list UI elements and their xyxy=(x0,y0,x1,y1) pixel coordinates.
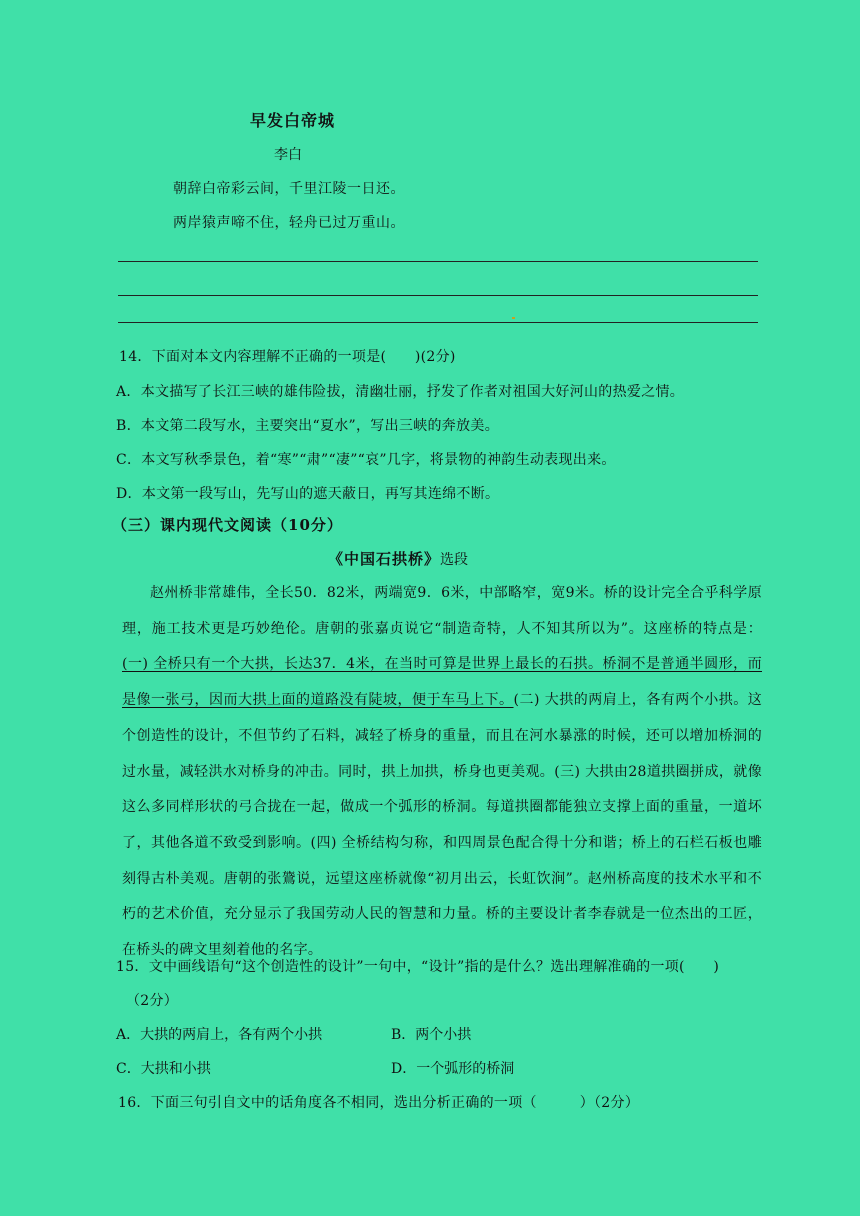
q15-option-c: C．大拱和小拱 xyxy=(116,1061,211,1077)
q15-points: （2分） xyxy=(126,993,179,1009)
section-heading: （三）课内现代文阅读（10分） xyxy=(112,516,343,534)
q15-option-d: D．一个弧形的桥洞 xyxy=(391,1061,515,1077)
q14-option-b: B．本文第二段写水，主要突出“夏水”，写出三峡的奔放美。 xyxy=(116,418,500,434)
answer-line-3 xyxy=(118,322,758,323)
q15-option-b: B．两个小拱 xyxy=(391,1027,472,1043)
passage-title xyxy=(328,548,468,569)
answer-line-1 xyxy=(118,261,758,262)
q14-option-d: D．本文第一段写山，先写山的遮天蔽日，再写其连绵不断。 xyxy=(116,486,500,502)
passage-underlined: (一) 全桥只有一个大拱，长达37．4米，在当时可算是世界上最长的石拱。桥洞不是普通半圆形，而是像一张弓，因而大拱上面的道路没有陡坡，便于车马上下。 xyxy=(122,656,762,709)
q15-stem: 15．文中画线语句“这个创造性的设计”一句中，“设计”指的是什么？选出理解准确的一项( ) xyxy=(116,959,720,975)
poem-title: 早发白帝城 xyxy=(250,111,336,130)
poem-line-1: 朝辞白帝彩云间，千里江陵一日还。 xyxy=(173,181,405,197)
passage-part-2: (二) 大拱的两肩上，各有两个小拱。这个创造性的设计，不但节约了石料，减轻了桥身的重量，而且在河水暴涨的时候，还可以增加桥洞的过水量，减轻洪水对桥身的冲击。同时，拱上加拱，桥身也更美观。(三) 大拱由28道拱圈拼成，就像这么多同样形状的弓合拢在一起，做成一个弧形的桥洞。每道拱圈都能独立支撑上面的重量，一道坏了，其他各道不致受到影响。(四) 全桥结构匀称，和四周景色配合得十分和谐；桥上的石栏石板也雕刻得古朴美观。唐朝的张鷟说，远望这座桥就像“初月出云，长虹饮涧”。赵州桥高度的技术水平和不朽的艺术价值，充分显示了我国劳动人民的智慧和力量。桥的主要设计者李春就是一位杰出的工匠，在桥头的碑文里刻着他的名字。 xyxy=(122,692,762,959)
stray-mark xyxy=(512,317,515,319)
passage-title-suffix: 选段 xyxy=(440,552,469,568)
poem-author: 李白 xyxy=(274,147,302,163)
q14-stem: 14．下面对本文内容理解不正确的一项是( )(2分) xyxy=(119,349,456,365)
q14-option-a: A．本文描写了长江三峡的雄伟险拔，清幽壮丽，抒发了作者对祖国大好河山的热爱之情。 xyxy=(116,384,685,400)
passage-title-text: 《中国石拱桥》 xyxy=(328,550,441,568)
passage-part-1: 赵州桥非常雄伟，全长50．82米，两端宽9．6米，中部略窄，宽9米。桥的设计完全合乎科学原理，施工技术更是巧妙绝伦。唐朝的张嘉贞说它“制造奇特，人不知其所以为”。这座桥的特点是： xyxy=(122,585,762,637)
answer-line-2 xyxy=(118,295,758,296)
poem-line-2: 两岸猿声啼不住，轻舟已过万重山。 xyxy=(173,215,405,231)
q14-option-c: C．本文写秋季景色，着“寒”“肃”“凄”“哀”几字，将景物的神韵生动表现出来。 xyxy=(116,452,616,468)
q15-option-a: A．大拱的两肩上，各有两个小拱 xyxy=(116,1027,323,1043)
q16-stem: 16．下面三句引自文中的话角度各不相同，选出分析正确的一项（ ）（2分） xyxy=(118,1095,640,1111)
passage-body xyxy=(122,576,762,969)
